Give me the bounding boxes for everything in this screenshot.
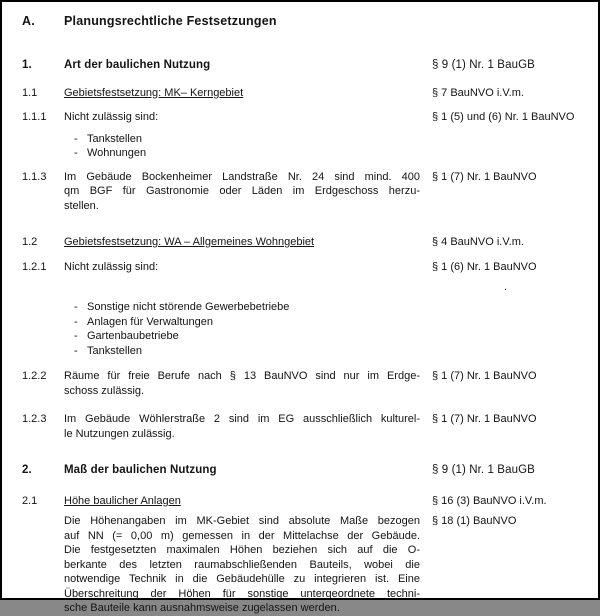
legal-reference: § 9 (1) Nr. 1 BauGB (432, 59, 535, 71)
legal-reference (420, 260, 598, 293)
bullet-dash: - (74, 301, 78, 313)
bullet-list-wa (2, 300, 598, 358)
bullet-item (64, 132, 420, 147)
clause-number: 1.2.2 (22, 370, 47, 382)
row-2 (2, 463, 598, 478)
row-2-1-body (2, 514, 598, 616)
clause-text: Nicht zulässig sind: (64, 260, 159, 273)
bullet-dash: - (74, 315, 78, 328)
legal-reference: § 7 BauNVO i.V.m. (432, 86, 524, 99)
bullet-item (64, 329, 420, 344)
text-line: Die Höhenangaben im MK-Gebiet sind absolute Maße bezogen (64, 515, 420, 527)
row-1-2 (2, 235, 598, 250)
bullet-item (64, 146, 420, 161)
text-line: Im Gebäude Wöhlerstraße 2 sind im EG ausschließlich kulturel- (64, 413, 420, 425)
legal-reference: § 1 (7) Nr. 1 BauNVO (432, 170, 537, 183)
text-line: Im Gebäude Bockenheimer Landstraße Nr. 24 sind mind. 400 (64, 170, 420, 183)
text-line: le Nutzungen zulässig. (64, 427, 175, 440)
row-2-1 (2, 494, 598, 509)
scan-artifact-dot: . (504, 281, 508, 293)
row-1 (2, 58, 598, 73)
bullet-item (64, 300, 420, 315)
text-line: Die festgesetzten maximalen Höhen beziehen sich auf die O- (64, 544, 420, 556)
clause-text (64, 412, 420, 441)
clause-text (64, 170, 420, 214)
row-1-2-3 (2, 412, 598, 441)
clause-text (64, 514, 420, 616)
row-1-1-3 (2, 170, 598, 214)
legal-reference-text: § 1 (6) Nr. 1 BauNVO (432, 260, 537, 273)
legal-reference: § 18 (1) BauNVO (432, 515, 517, 527)
clause-text: Nicht zulässig sind: (64, 111, 159, 123)
text-line: berkante des letzten raumabschließenden Bauteils, wobei die (64, 558, 420, 571)
section-letter: A. (22, 14, 35, 28)
text-line: sche Bauteile kann ausnahmsweise zugelassen werden. (64, 602, 340, 614)
clause-heading: Maß der baulichen Nutzung (64, 464, 217, 476)
bullet-text: Gartenbaubetriebe (87, 330, 179, 342)
clause-text (64, 369, 420, 398)
bullet-dash: - (74, 132, 78, 145)
bullet-text: Anlagen für Verwaltungen (87, 315, 213, 328)
clause-number: 1.2.1 (22, 260, 47, 273)
text-line: schoss zulässig. (64, 384, 145, 397)
clause-number: 1.1.1 (22, 111, 47, 123)
clause-heading: Höhe baulicher Anlagen (64, 494, 181, 507)
clause-number: 2.1 (22, 494, 38, 507)
page-title: Planungsrechtliche Festsetzungen (64, 14, 277, 28)
text-line: notwendige Technik in die Gebäudehülle zu integrieren ist. Eine (64, 573, 420, 585)
text-line: Überschreitung der Höhen für sonstige untergeordnete techni- (64, 587, 420, 600)
legal-reference: § 1 (7) Nr. 1 BauNVO (432, 370, 537, 382)
bullet-dash: - (74, 147, 78, 159)
text-line: stellen. (64, 199, 99, 212)
bullet-text: Sonstige nicht störende Gewerbebetriebe (87, 301, 290, 313)
bullet-item (64, 315, 420, 330)
legal-reference: § 1 (5) und (6) Nr. 1 BauNVO (432, 111, 575, 123)
clause-number: 1. (22, 59, 32, 71)
row-1-1 (2, 86, 598, 101)
bullet-text: Tankstellen (87, 132, 143, 145)
bullet-item (64, 344, 420, 359)
legal-reference: § 9 (1) Nr. 1 BauGB (432, 464, 535, 476)
legal-reference: § 16 (3) BauNVO i.V.m. (432, 494, 547, 507)
row-1-1-1 (2, 110, 598, 125)
document-title-row (2, 2, 598, 29)
bullet-text: Tankstellen (87, 344, 143, 357)
clause-number: 2. (22, 464, 32, 476)
clause-number: 1.1 (22, 86, 38, 99)
row-1-2-1 (2, 260, 598, 293)
bullet-dash: - (74, 344, 78, 357)
row-1-2-2 (2, 369, 598, 398)
clause-heading: Gebietsfestsetzung: MK– Kerngebiet (64, 86, 244, 99)
clause-number: 1.2 (22, 236, 38, 248)
legal-reference: § 4 BauNVO i.V.m. (432, 236, 524, 248)
text-line: qm BGF für Gastronomie oder Läden im Erdgeschoss herzu- (64, 185, 420, 197)
bullet-dash: - (74, 330, 78, 342)
text-line: Räume für freie Berufe nach § 13 BauNVO sind nur im Erdge- (64, 370, 420, 382)
bullet-text: Wohnungen (87, 147, 147, 159)
clause-number: 1.1.3 (22, 170, 47, 183)
clause-number: 1.2.3 (22, 413, 47, 425)
clause-heading: Gebietsfestsetzung: WA – Allgemeines Wohngebiet (64, 236, 315, 248)
bullet-list-mk (2, 132, 598, 161)
text-line: auf NN (= 0,00 m) gemessen in der Mittelachse der Gebäude. (64, 529, 420, 542)
legal-reference: § 1 (7) Nr. 1 BauNVO (432, 413, 537, 425)
clause-heading: Art der baulichen Nutzung (64, 59, 211, 71)
